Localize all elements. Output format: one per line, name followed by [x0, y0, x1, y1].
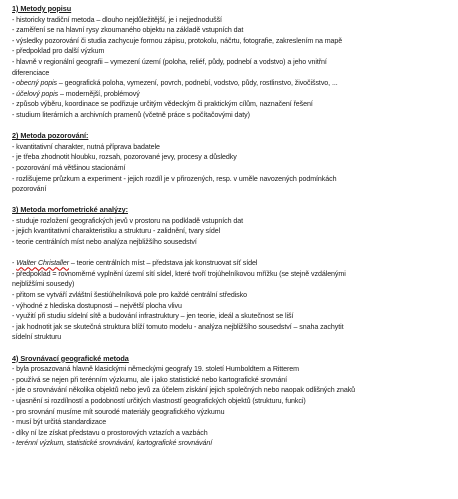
section-metody-popisu — [12, 4, 458, 121]
text-line: - ujasnění si rozdílností a podobností určitých vlastností geografických objektů (strukturu, funkci) — [12, 396, 306, 405]
text-span: - — [12, 259, 17, 268]
spacer — [12, 343, 458, 354]
text-line: - studuje rozložení geografických jevů v prostoru na podkladě vstupních dat — [12, 216, 243, 225]
text-line: - jejich kvantitativní charakteristiku a strukturu - zalidnění, tvary sídel — [12, 227, 221, 236]
text-line: sídelní strukturu — [12, 333, 62, 342]
text-line — [12, 258, 458, 269]
text-line: - rozlišujeme průzkum a experiment - jejich rozdíl je v přirozených, resp. v uměle navozených podmínkách — [12, 174, 337, 183]
text-line: - výsledky pozorování či studia zachycuje formou zápisu, protokolu, náčrtu, fotografie, zakreslením na mapě — [12, 36, 343, 45]
text-line: - teorie centrálních míst nebo analýza nejbližšího sousedství — [12, 238, 197, 247]
text-line: - jak hodnotit jak se skutečná struktura blíží tomuto modelu - analýza nejbližšího sousedství – snaha zachytit — [12, 322, 344, 331]
text-line: - byla prosazovaná hlavně klasickými německými geografy 19. století Humboldtem a Ritterem — [12, 365, 300, 374]
text-line: - využití při studiu sídelní sítě a budování infrastruktury – jen teorie, ideál a skutečnost se liší — [12, 312, 294, 321]
section-heading: 4) Srovnávací geografické metoda — [12, 353, 129, 363]
text-line: - způsob výběru, koordinace se podřizuje určitým vědeckým či praktickým cílům, naznačení řešení — [12, 100, 313, 109]
text-line: - pro srovnání musíme mít sourodé materiály geografického výzkumu — [12, 407, 225, 416]
text-line: - přitom se vytváří zvláštní šestiúhelníková pole pro každé centrální středisko — [12, 291, 247, 300]
italic-term: - účelový popis — [12, 89, 59, 98]
text-line: - studium literárních a archivních pramenů (včetně práce s počítačovými daty) — [12, 110, 250, 119]
spacer — [12, 195, 458, 206]
section-metoda-pozorovani — [12, 131, 458, 195]
section-heading: 3) Metoda morfometrické analýzy: — [12, 205, 128, 215]
text-line: - používá se nejen při terénním výzkumu, ale i jako statistické nebo kartografické srovnání — [12, 375, 288, 384]
text-line: nejbližšími sousedy) — [12, 280, 75, 289]
text-line: - historicky tradiční metoda – dlouho nejdůležitější, je i nejjednodušší — [12, 15, 222, 24]
text-line: - musí být určitá standardizace — [12, 418, 107, 427]
text-line — [12, 78, 458, 89]
text-line: pozorování — [12, 185, 47, 194]
section-heading: 2) Metoda pozorování: — [12, 131, 89, 141]
text-span: – modernější, problémový — [58, 89, 140, 98]
section-morfometricke-analyzy — [12, 205, 458, 343]
text-line: - kvantitativní charakter, nutná příprava badatele — [12, 142, 160, 151]
text-line: - zaměření se na hlavní rysy zkoumaného objektu na základě vstupních dat — [12, 26, 244, 35]
text-line: - hlavně v regionální geografii – vymezení území (poloha, reliéf, půdy, podnebí a vodstvo) a jeho vnitřní — [12, 57, 327, 66]
text-span: – geografická poloha, vymezení, povrch, podnebí, vodstvo, půdy, rostlinstvo, živočišstvo, ... — [57, 79, 338, 88]
italic-term: - obecný popis — [12, 79, 58, 88]
text-line: - terénní výzkum, statistické srovnávání, kartografické srovnávání — [12, 439, 213, 448]
text-line: - je třeba zhodnotit hloubku, rozsah, pozorované jevy, procesy a důsledky — [12, 153, 237, 162]
text-line: - výhodné z hlediska dostupnosti – největší plocha vlivu — [12, 301, 182, 310]
section-srovnavaci-metoda — [12, 354, 458, 449]
text-span: – teorie centrálních míst – představa jak konstruovat síť sídel — [69, 259, 258, 268]
person-name: Walter Christaller — [16, 259, 70, 268]
text-line: - předpoklad = rovnoměrné vyplnění území sítí sídel, které tvoří trojúhelníkovou mřížku (se stejně vzdálenými — [12, 269, 346, 278]
spacer — [12, 248, 458, 259]
text-line: - předpoklad pro další výzkum — [12, 47, 105, 56]
text-line: - pozorování má většinou stacionární — [12, 163, 126, 172]
text-line: - jde o srovnávání několika objektů nebo jevů za účelem získání jejich společných nebo naopak odlišných znaků — [12, 386, 356, 395]
spacer — [12, 121, 458, 132]
section-heading: 1) Metody popisu — [12, 4, 72, 13]
text-line — [12, 89, 458, 100]
text-line: - díky ní lze získat představu o prostorových vztazích a vazbách — [12, 428, 208, 437]
text-line: diferenciace — [12, 68, 50, 77]
